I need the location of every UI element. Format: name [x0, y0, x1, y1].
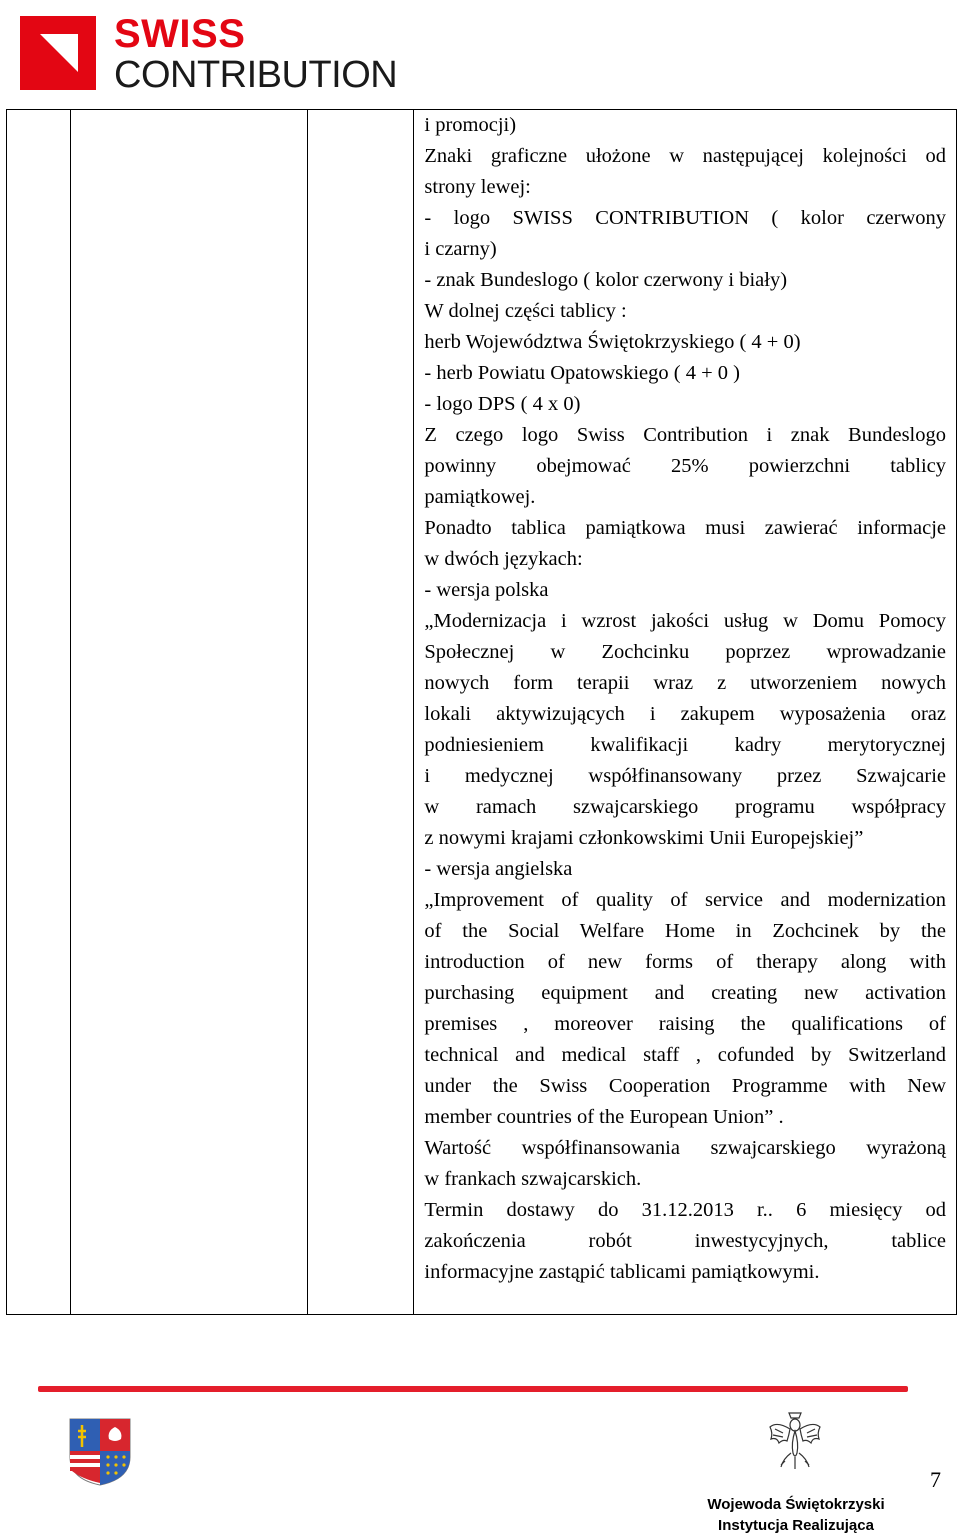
swiss-contribution-mark-icon: [20, 16, 96, 90]
text-line: - logo SWISS CONTRIBUTION ( kolor czerwony: [424, 207, 946, 229]
text-line: nowych form terapii wraz z utworzeniem nowych: [424, 672, 946, 694]
text-line: - logo DPS ( 4 x 0): [424, 393, 581, 415]
page-number: 7: [930, 1467, 941, 1492]
text-line: z nowymi krajami członkowskimi Unii Europejskiej”: [424, 827, 864, 849]
text-line: introduction of new forms of therapy along with: [424, 951, 946, 973]
text-line: premises , moreover raising the qualifications of: [424, 1013, 946, 1035]
polish-eagle-emblem-icon: [767, 1409, 823, 1471]
text-line: i czarny): [424, 238, 497, 260]
text-line: Z czego logo Swiss Contribution i znak Bundeslogo: [424, 424, 946, 446]
footer-implementing-institution: Instytucja Realizująca: [718, 1517, 874, 1534]
text-line: pamiątkowej.: [424, 486, 536, 508]
text-line: W dolnej części tablicy :: [424, 300, 627, 322]
text-line: Termin dostawy do 31.12.2013 r.. 6 miesięcy od: [424, 1199, 946, 1221]
text-line: w frankach szwajcarskich.: [424, 1168, 642, 1190]
footer-voivode: Wojewoda Świętokrzyski: [707, 1496, 885, 1513]
text-line: powinny obejmować 25% powierzchni tablicy: [424, 455, 946, 477]
swietokrzyskie-coat-of-arms-icon: [68, 1417, 132, 1487]
text-line: - wersja angielska: [424, 858, 573, 880]
text-line: zakończenia robót inwestycyjnych, tablice: [424, 1230, 946, 1252]
text-line: Społecznej w Zochcinku poprzez wprowadzanie: [424, 641, 946, 663]
text-line: - herb Powiatu Opatowskiego ( 4 + 0 ): [424, 362, 740, 384]
text-line: w dwóch językach:: [424, 548, 583, 570]
text-line: of the Social Welfare Home in Zochcinek by the: [424, 920, 946, 942]
document-table: [6, 109, 957, 1315]
text-line: podniesieniem kwalifikacji kadry merytorycznej: [424, 734, 946, 756]
footer-institution: [686, 1494, 906, 1536]
description-text: [414, 110, 956, 1288]
text-line: Ponadto tablica pamiątkowa musi zawierać informacje: [424, 517, 946, 539]
text-line: purchasing equipment and creating new activation: [424, 982, 946, 1004]
text-line: technical and medical staff , cofunded by Switzerland: [424, 1044, 946, 1066]
logo-text-contribution: CONTRIBUTION: [114, 54, 398, 96]
text-line: „Modernizacja i wzrost jakości usług w Domu Pomocy: [424, 610, 946, 632]
table-cell-empty-3: [308, 110, 414, 1315]
text-line: Znaki graficzne ułożone w następującej kolejności od: [424, 145, 946, 167]
text-line: - znak Bundeslogo ( kolor czerwony i biały): [424, 269, 788, 291]
text-line: - wersja polska: [424, 579, 549, 601]
footer-red-line: [38, 1386, 908, 1392]
text-line: i promocji): [424, 114, 517, 136]
text-line: Wartość współfinansowania szwajcarskiego wyrażoną: [424, 1137, 946, 1159]
table-cell-empty-2: [71, 110, 308, 1315]
text-line: informacyjne zastąpić tablicami pamiątkowymi.: [424, 1261, 820, 1283]
table-cell-empty-1: [7, 110, 71, 1315]
text-line: member countries of the European Union” .: [424, 1106, 784, 1128]
text-line: lokali aktywizujących i zakupem wyposażenia oraz: [424, 703, 946, 725]
text-line: w ramach szwajcarskiego programu współpracy: [424, 796, 946, 818]
text-line: i medycznej współfinansowany przez Szwajcarie: [424, 765, 946, 787]
logo-text-swiss: SWISS: [114, 12, 246, 56]
table-row: [7, 110, 957, 1315]
text-line: under the Swiss Cooperation Programme with New: [424, 1075, 946, 1097]
text-line: herb Województwa Świętokrzyskiego ( 4 + 0): [424, 331, 801, 353]
text-line: „Improvement of quality of service and modernization: [424, 889, 946, 911]
text-line: strony lewej:: [424, 176, 531, 198]
table-cell-description: [414, 110, 957, 1315]
